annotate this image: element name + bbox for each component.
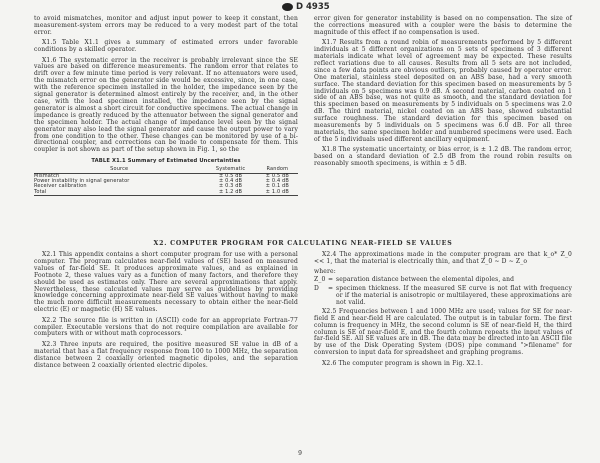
definition-symbol: Z_0 xyxy=(314,276,326,284)
paragraph: to avoid mismatches, monitor and adjust input power to keep it constant, then measurement-system errors may be reduced to a very modest part of the total error. xyxy=(34,15,298,36)
left-top-column xyxy=(34,16,298,196)
table-caption: TABLE X1.1 Summary of Estimated Uncertainties xyxy=(91,158,241,165)
paragraph-x1-7: X1.7 Results from a round robin of measurements performed by 5 different individuals at 5 different organizations on 5 sets of specimens of 3 different materials indicate what level of agreement may be expected. These results reflect variations due to all causes. Results from all 5 sets are not included, since a few data points are obvious outliers, probably caused by operator error. One material, stainless steel deposited on an ABS base, had a very smooth surface. The standard deviation for this specimen based on measurements by 5 individuals on 5 specimens was 0.9 dB. A second material, carbon coated on 1 side of an ABS base, was not quite as smooth, and the standard deviation for this specimen based on measurements by 5 individuals on 5 specimens was 2.0 dB. The third material, nickel coated on an ABS base, showed substantial surface roughness. The standard deviation for this specimen based on measurements by 5 individuals on 5 specimens was 6.0 dB. For all three materials, the same specimen holder and numbered specimens were used. Each of the 5 individuals used different ancillary equipment. xyxy=(314,39,572,143)
paragraph-x1-6: X1.6 The systematic error in the receiver is probably irrelevant since the SE values are based on difference measurements. The random error that relates to drift over a few minute time period is very relevant. If no attenuators were used, the mismatch error on the generator side would be excessive, since, in one case, with the reference specimen installed in the holder, the impedance seen by the signal generator is determined almost entirely by the receiver, and, in the other case, with the load specimen installed, the impedance seen by the signal generator is almost a short circuit for conductive specimens. The actual change in impedance is greatly reduced by the attenuator between the signal generator and the specimen holder. The actual change of impedance level seen by the signal generator may also lead the signal generator and cause the output power to vary from one condition to the other. These changes can be monitored by use of a bi-directional coupler, and corrections can be made to compensate for them. This coupler is not shown as part of the setup shown in Fig. 1, so the xyxy=(34,56,298,154)
table-cell: ± 1.2 dB xyxy=(219,188,243,195)
table-cell: ± 0.1 dB xyxy=(265,183,289,190)
definition-text: separation distance between the elemental dipoles, and xyxy=(336,276,515,284)
document-id: D 4935 xyxy=(296,2,330,12)
table-cell: ± 1.0 dB xyxy=(265,188,289,195)
table-cell: Power instability in signal generator xyxy=(34,177,130,184)
definition-equals: = xyxy=(328,276,334,284)
right-top-column xyxy=(314,16,572,172)
paragraph-x2-3: X2.3 Three inputs are required, the positive measured SE value in dB of a material that has a flat frequency response from 100 to 1000 MHz, the separation distance between 2 coaxially oriented magnetic dipoles, and the separation distance between 2 coaxially oriented electric dipoles. xyxy=(34,340,298,369)
where-label: where: xyxy=(314,268,336,276)
definition-equals: = xyxy=(328,285,334,293)
paragraph-x2-2: X2.2 The source file is written in (ASCII) code for an appropriate Fortran-77 compiler. Executable versions that do not require compilation are available for computers with or without math coprocessors. xyxy=(34,316,298,338)
column-header: Random xyxy=(257,167,298,173)
table-row xyxy=(34,190,298,196)
table-cell: Mismatch xyxy=(34,172,60,179)
definition-item xyxy=(314,277,572,284)
column-header: Systematic xyxy=(204,167,256,173)
definition-text: specimen thickness. If the measured SE curve is not flat with frequency or if the material is anisotropic or multilayered, these approximations are not valid. xyxy=(336,285,572,306)
table-cell: Receiver calibration xyxy=(34,183,87,190)
table-cell: Total xyxy=(34,188,47,195)
page-number: 9 xyxy=(298,450,302,457)
table-cell: ± 0.5 dB xyxy=(265,172,289,179)
astm-logo-icon xyxy=(282,3,293,11)
column-header: Source xyxy=(34,167,204,173)
paragraph-x1-8: X1.8 The systematic uncertainty, or bias error, is ± 1.2 dB. The random error, based on a standard deviation of 2.5 dB from the round robin results on reasonably smooth specimens, is within ± 5 dB. xyxy=(314,146,572,168)
document-header xyxy=(282,2,330,12)
table-cell: ± 0.4 dB xyxy=(219,177,243,184)
right-bottom-column xyxy=(314,252,572,371)
paragraph-x2-4: X2.4 The approximations made in the computer program are that k_o* Z_0 << 1, that the material is electrically thin, and that Z_0 ~ D ~ Z_o xyxy=(314,251,572,265)
paragraph-x2-6: X2.6 The computer program is shown in Fig. X2.1. xyxy=(322,359,484,367)
uncertainty-table xyxy=(34,167,298,196)
section-title: X2. COMPUTER PROGRAM FOR CALCULATING NEAR-FIELD SE VALUES xyxy=(153,240,453,247)
table-cell: ± 0.4 dB xyxy=(265,177,289,184)
table-cell: ± 0.5 dB xyxy=(219,172,243,179)
paragraph-x2-5: X2.5 Frequencies between 1 and 1000 MHz are used; values for SE for near-field E and near-field H are calculated. The output is in tabular form. The first column is frequency in MHz, the second column is SE of near-field H, the third column is SE of near-field E, and the fourth column repeats the input values of far-field SE. All SE values are in dB. The data may be directed into an ASCII file by use of the Disk Operating System (DOS) pipe command ">filename" for conversion to input data for spreadsheet and graphing programs. xyxy=(314,307,572,357)
paragraph-x2-1: X2.1 This appendix contains a short computer program for use with a personal computer. The program calculates near-field values of (SE) based on measured values of far-field SE. It produces approximate values, and as explained in Footnote 2, these values vary as a function of many factors, and therefore they should be used as estimates only. There are several approximations that apply. Nevertheless, these calculated values may serve as guidelines by providing knowledge concerning approximate near-field SE values without having to make the much more difficult measurements necessary to obtain either the near-field electric (E) or magnetic (H) SE values. xyxy=(34,251,298,314)
paragraph-x1-5: X1.5 Table X1.1 gives a summary of estimated errors under favorable conditions by a skilled operator. xyxy=(34,39,298,54)
table-cell: ± 0.3 dB xyxy=(219,183,243,190)
left-bottom-column xyxy=(34,252,298,373)
definition-item xyxy=(314,286,572,307)
paragraph: error given for generator instability is based on no compensation. The size of the corrections measured with a coupler were the basis to determine the magnitude of this effect if no compensation is used. xyxy=(314,15,572,36)
definition-symbol: D xyxy=(314,285,319,293)
